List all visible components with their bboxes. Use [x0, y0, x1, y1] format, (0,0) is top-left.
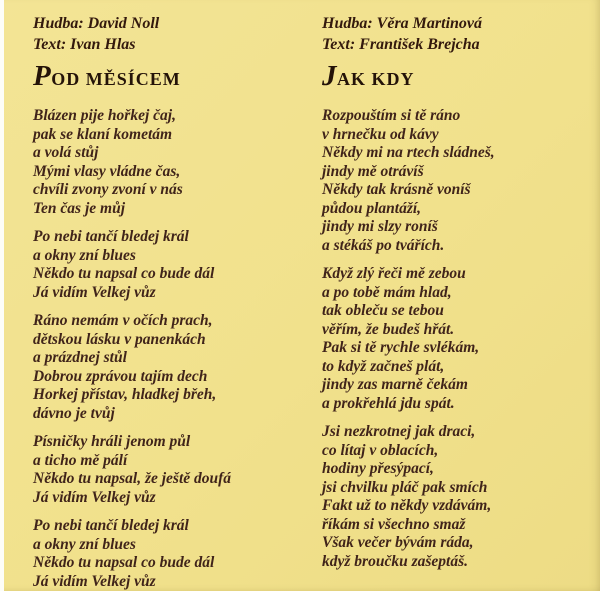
- lyric-line: Po nebi tančí bledej král: [33, 517, 189, 534]
- lyric-line: Když zlý řeči mě zebou: [322, 265, 466, 282]
- lyric-line: jindy mi slzy roníš: [322, 218, 438, 235]
- lyric-line: Pak si tě rychle svlékám,: [322, 339, 480, 356]
- song-column-pod-mesicem: [33, 13, 301, 591]
- lyric-line: dětskou lásku v panenkách: [33, 330, 206, 348]
- stanza: [33, 228, 301, 302]
- credit-lyrics: Text: Ivan Hlas: [33, 36, 136, 53]
- lyric-line: co lítaj v oblacích,: [322, 441, 439, 459]
- lyric-line: a stékáš po tvářích.: [322, 236, 445, 254]
- lyric-line: Někdo tu napsal co bude dál: [33, 554, 215, 571]
- lyric-line: půdou plantáží,: [322, 199, 422, 217]
- lyric-line: Někdo tu napsal co bude dál: [33, 265, 215, 282]
- lyric-line: Horkej přístav, hladkej břeh,: [33, 386, 217, 403]
- lyric-line: Někdy mi na rtech sládneš,: [322, 144, 495, 161]
- lyrics-body: [322, 107, 590, 571]
- lyric-line: pak se klaní kometám: [33, 125, 173, 143]
- lyric-line: věřím, že budeš hřát.: [322, 320, 455, 338]
- stanza: [33, 433, 301, 507]
- lyric-line: v hrnečku od kávy: [322, 125, 439, 143]
- stanza: [322, 265, 590, 413]
- lyric-line: tak obleču se tebou: [322, 302, 444, 319]
- lyric-line: dávno je tvůj: [33, 404, 115, 422]
- lyric-line: říkám si všechno smaž: [322, 515, 466, 533]
- lyric-line: Jsi nezkrotnej jak draci,: [322, 423, 476, 440]
- song-credits: [322, 13, 590, 55]
- lyric-line: to když začneš plát,: [322, 357, 445, 375]
- lyric-line: Ráno nemám v očích prach,: [33, 312, 213, 329]
- lyric-line: Blázen pije hořkej čaj,: [33, 107, 176, 124]
- lyric-line: Já vidím Velkej vůz: [33, 488, 156, 506]
- lyric-line: Však večer bývám ráda,: [322, 534, 474, 551]
- lyric-line: Já vidím Velkej vůz: [33, 572, 156, 590]
- credit-music: Hudba: Věra Martinová: [322, 15, 483, 32]
- lyric-line: Dobrou zprávou tajím dech: [33, 367, 208, 385]
- lyric-line: Někdo tu napsal, že ještě doufá: [33, 470, 232, 487]
- lyric-line: jindy mě otrávíš: [322, 162, 424, 180]
- lyric-line: chvíli zvony zvoní v nás: [33, 181, 183, 198]
- lyric-line: Po nebi tančí bledej král: [33, 228, 189, 245]
- lyric-line: a okny zní blues: [33, 246, 136, 264]
- lyric-line: Rozpouštím si tě ráno: [322, 107, 461, 124]
- lyric-line: Písničky hráli jenom půl: [33, 433, 191, 450]
- stanza: [33, 312, 301, 423]
- stanza: [322, 107, 590, 255]
- song-title-initial: P: [33, 60, 52, 92]
- lyric-line: Ten čas je můj: [33, 199, 126, 217]
- lyric-line: Mými vlasy vládne čas,: [33, 162, 181, 180]
- stanza: [33, 517, 301, 591]
- stanza: [33, 107, 301, 218]
- lyric-line: jindy zas marně čekám: [322, 376, 468, 393]
- song-title-initial: J: [322, 60, 337, 92]
- stanza: [322, 423, 590, 571]
- lyric-line: a okny zní blues: [33, 535, 136, 553]
- credit-music: Hudba: David Noll: [33, 15, 160, 32]
- song-column-jak-kdy: [322, 13, 590, 581]
- lyric-line: Já vidím Velkej vůz: [33, 283, 156, 301]
- song-title: [322, 60, 590, 92]
- lyric-line: a prokřehlá jdu spát.: [322, 394, 455, 412]
- song-title-rest: AK KDY: [337, 69, 415, 89]
- lyric-line: Fakt už to někdy vzdávám,: [322, 497, 492, 514]
- lyric-line: jsi chvilku pláč pak smích: [322, 478, 488, 496]
- lyric-line: když broučku zašeptáš.: [322, 552, 468, 570]
- song-title: [33, 60, 301, 92]
- lyrics-body: [33, 107, 301, 591]
- lyric-line: Někdy tak krásně voníš: [322, 181, 471, 198]
- lyric-line: a prázdnej stůl: [33, 349, 127, 366]
- lyric-line: a volá stůj: [33, 144, 99, 161]
- lyric-line: hodiny přesýpací,: [322, 460, 434, 477]
- lyric-line: a po tobě mám hlad,: [322, 283, 452, 301]
- song-title-rest: OD MĚSÍCEM: [51, 69, 181, 89]
- scan-edge: [0, 0, 4, 591]
- song-credits: [33, 13, 301, 55]
- lyric-line: a ticho mě pálí: [33, 451, 128, 469]
- credit-lyrics: Text: František Brejcha: [322, 36, 480, 53]
